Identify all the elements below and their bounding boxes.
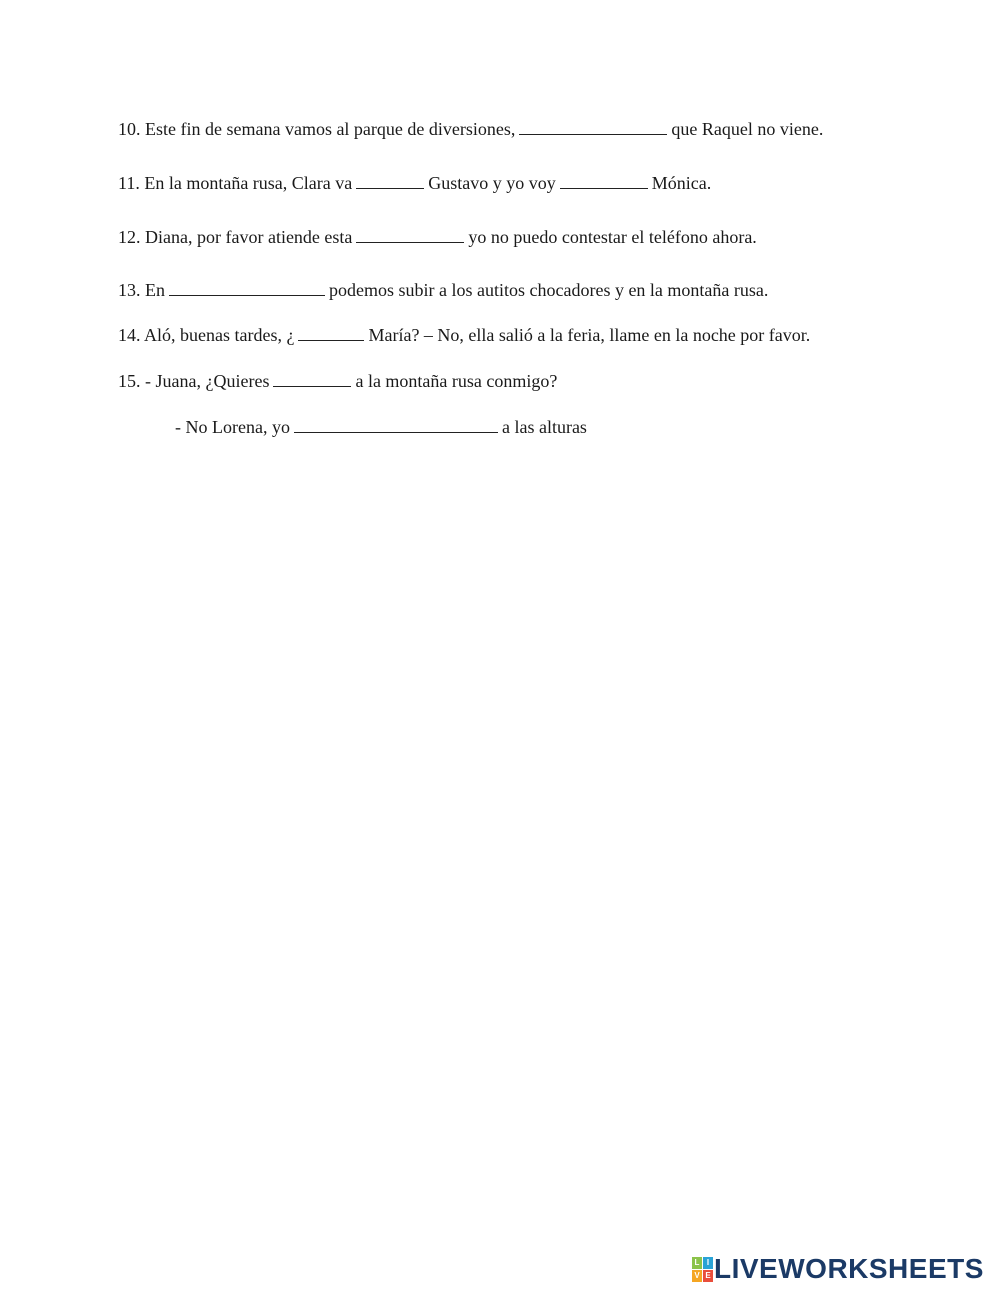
exercise-text: María? – No, ella salió a la feria, llame en la noche por favor. [368,325,811,345]
exercise-11 [118,172,711,194]
logo-mark-icon [692,1257,712,1281]
exercise-text: En [145,280,165,300]
exercise-number: 13. [118,280,141,300]
answer-blank[interactable] [294,416,498,433]
exercise-text: - Juana, ¿Quieres [145,371,270,391]
exercise-text: Este fin de semana vamos al parque de diversiones, [145,119,516,139]
exercise-15 [118,370,557,392]
logo-mark-tile: V [692,1270,702,1282]
answer-blank[interactable] [519,118,667,135]
exercise-number: 10. [118,119,141,139]
exercise-number: 11. [118,173,140,193]
answer-blank[interactable] [273,370,351,387]
answer-blank[interactable] [356,226,464,243]
answer-blank[interactable] [356,172,424,189]
logo-mark-tile: I [703,1257,713,1269]
liveworksheets-logo [692,1254,984,1284]
exercise-number: 14. [118,325,141,345]
logo-mark-tile: E [703,1270,713,1282]
logo-mark-tile: L [692,1257,702,1269]
exercise-13 [118,279,768,301]
exercise-number: 12. [118,227,141,247]
exercise-text: Mónica. [651,173,712,193]
answer-blank[interactable] [298,324,364,341]
exercise-text: Gustavo y yo voy [428,173,556,193]
exercise-text: podemos subir a los autitos chocadores y en la montaña rusa. [329,280,769,300]
exercise-10 [118,118,823,140]
exercise-text: a la montaña rusa conmigo? [355,371,558,391]
exercise-text: yo no puedo contestar el teléfono ahora. [468,227,757,247]
exercise-text: - No Lorena, yo [175,417,290,437]
exercise-12 [118,226,757,248]
logo-text: LIVEWORKSHEETS [714,1253,984,1284]
exercise-text: que Raquel no viene. [671,119,824,139]
exercise-15-reply [175,416,587,438]
exercise-number: 15. [118,371,141,391]
answer-blank[interactable] [169,279,325,296]
exercise-text: a las alturas [501,417,587,437]
exercise-text: Aló, buenas tardes, ¿ [144,325,295,345]
exercise-text: Diana, por favor atiende esta [145,227,353,247]
exercise-text: En la montaña rusa, Clara va [144,173,353,193]
answer-blank[interactable] [560,172,648,189]
exercise-14 [118,324,810,346]
